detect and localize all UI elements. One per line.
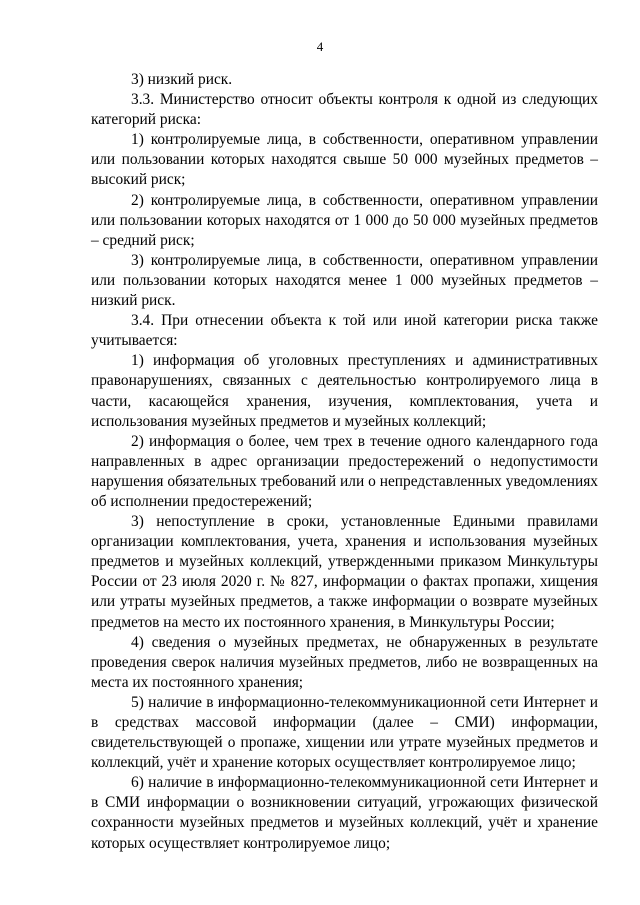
document-body <box>91 70 598 854</box>
paragraph-risk-low-intro: 3) низкий риск. <box>131 71 233 88</box>
paragraph-3-3-item-1: 1) контролируемые лица, в собственности, оперативном управлении или пользовании которых находятся свыше 50 000 музейных предметов – высокий риск; <box>91 131 598 189</box>
page-number: 4 <box>316 39 324 54</box>
paragraph-3-4-item-2: 2) информация о более, чем трех в течение одного календарного года направленных в адрес организации предостережений о недопустимости нарушения обязательных требований или о непредставленных уведомлениях об исполнении предостережений; <box>91 432 598 510</box>
paragraph-3-4-item-6: 6) наличие в информационно-телекоммуникационной сети Интернет и в СМИ информации о возникновении ситуаций, угрожающих физической сохранности музейных предметов и музейных коллекций, учёт и хранение которых осуществляет контролируемое лицо; <box>91 774 598 852</box>
paragraph-3-3-item-2: 2) контролируемые лица, в собственности, оперативном управлении или пользовании которых находятся от 1 000 до 50 000 музейных предметов – средний риск; <box>91 191 598 249</box>
paragraph-3-4: 3.4. При отнесении объекта к той или иной категории риска также учитывается: <box>91 312 598 350</box>
paragraph-3-4-item-4: 4) сведения о музейных предметах, не обнаруженных в результате проведения сверок наличия музейных предметов, либо не возвращенных на места их постоянного хранения; <box>91 633 598 691</box>
paragraph-3-4-item-3: 3) непоступление в сроки, установленные Едиными правилами организации комплектования, учета, хранения и использования музейных предметов и музейных коллекций, утвержденными приказом Минкультуры России от 23 июля 2020 г. № 827, информации о фактах пропажи, хищения или утраты музейных предметов, а также информации о возврате музейных предметов на место их постоянного хранения, в Минкультуры России; <box>91 513 598 631</box>
paragraph-3-4-item-1: 1) информация об уголовных преступлениях и административных правонарушениях, связанных с деятельностью контролируемого лица в части, касающейся хранения, изучения, комплектования, учета и использования музейных предметов и музейных коллекций; <box>91 352 598 430</box>
paragraph-3-3-item-3: 3) контролируемые лица, в собственности, оперативном управлении или пользовании которых находятся менее 1 000 музейных предметов – низкий риск. <box>91 251 598 310</box>
paragraph-3-3: 3.3. Министерство относит объекты контроля к одной из следующих категорий риска: <box>91 91 598 129</box>
paragraph-3-4-item-5: 5) наличие в информационно-телекоммуникационной сети Интернет и в средствах массовой информации (далее – СМИ) информации, свидетельствующей о пропаже, хищении или утрате музейных предметов и коллекций, учёт и хранение которых осуществляет контролируемое лицо; <box>91 693 598 772</box>
